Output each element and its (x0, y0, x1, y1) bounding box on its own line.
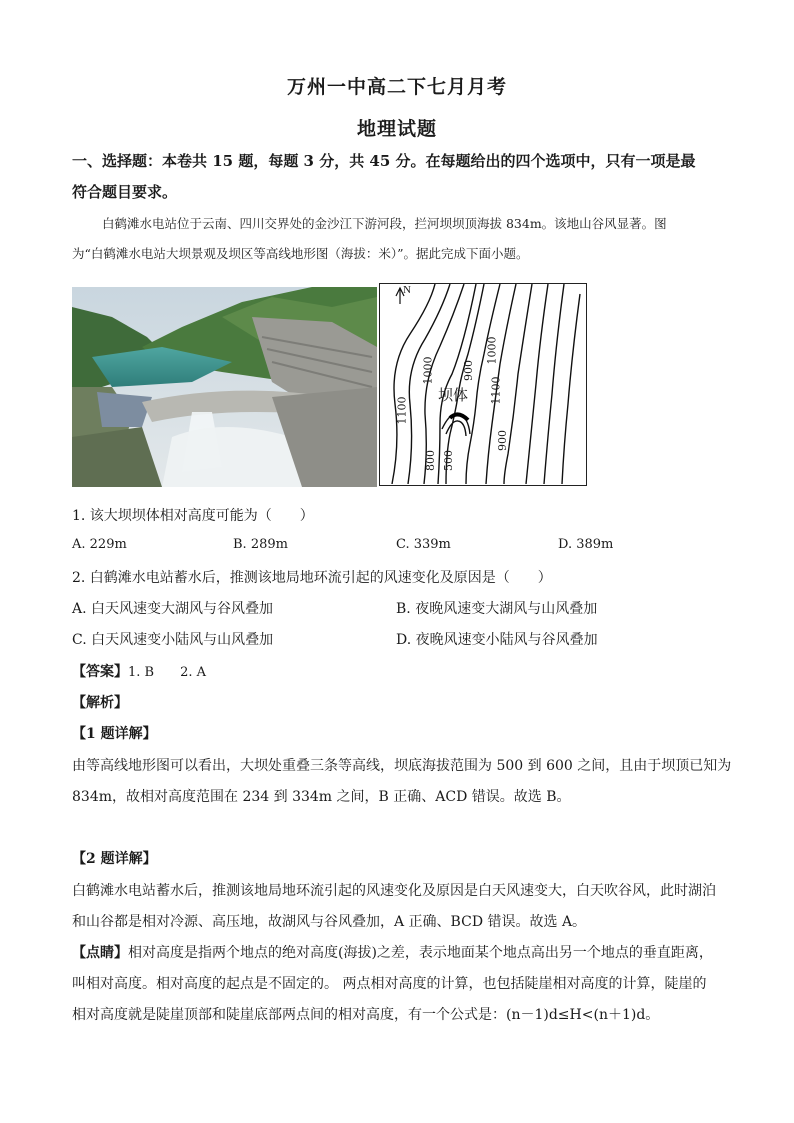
dam-label: 坝体 (438, 386, 469, 404)
contour-lines (380, 284, 585, 484)
q1-detail-line-2: 834m，故相对高度范围在 234 到 334m 之间，B 正确、ACD 错误。故选 B。 (72, 789, 571, 805)
q1-detail-label: 【1 题详解】 (72, 726, 157, 742)
tip-line-3: 相对高度就是陡崖顶部和陡崖底部两点间的相对高度，有一个公式是：(n－1)d≤H<(n＋1)d。 (72, 1007, 660, 1023)
contour-label: 1100 (395, 396, 409, 425)
question-1-option-b: B. 289m (233, 537, 288, 552)
question-2-option-d: D. 夜晚风速变小陆风与谷风叠加 (396, 632, 598, 648)
contour-label: 500 (442, 450, 455, 471)
question-2-option-c: C. 白天风速变小陆风与山风叠加 (72, 632, 274, 648)
north-label: N (403, 284, 411, 296)
q2-detail-line-1: 白鹤滩水电站蓄水后，推测该地局地环流引起的风速变化及原因是白天风速变大，白天吹谷风，此时湖泊 (72, 883, 716, 899)
question-1-option-c: C. 339m (396, 537, 451, 552)
question-2-option-b: B. 夜晚风速变大湖风与山风叠加 (396, 601, 598, 617)
contour-label: 900 (496, 430, 509, 451)
question-1-option-a: A. 229m (72, 537, 127, 552)
question-2-option-a: A. 白天风速变大湖风与谷风叠加 (72, 601, 274, 617)
contour-label: 1000 (485, 336, 499, 365)
q1-detail-line-1: 由等高线地形图可以看出，大坝处重叠三条等高线，坝底海拔范围为 500 到 600 之间，且由于坝顶已知为 (72, 758, 732, 774)
intro-line-1: 白鹤滩水电站位于云南、四川交界处的金沙江下游河段，拦河坝坝顶海拔 834m。该地山谷风显著。图 (102, 216, 667, 231)
contour-label: 900 (462, 360, 475, 381)
section-heading-1: 一、选择题：本卷共 15 题，每题 3 分，共 45 分。在每题给出的四个选项中，只有一项是最 (72, 152, 696, 170)
tip-label: 【点睛】 (72, 945, 128, 961)
question-2-stem: 2. 白鹤滩水电站蓄水后，推测该地局地环流引起的风速变化及原因是（ ） (72, 570, 552, 586)
answer-label: 【答案】 (72, 664, 128, 680)
exam-subtitle: 地理试题 (356, 118, 437, 140)
contour-label: 1100 (489, 376, 503, 405)
contour-map (379, 283, 587, 486)
tip-line-1: 相对高度是指两个地点的绝对高度(海拔)之差，表示地面某个地点高出另一个地点的垂直距离， (128, 945, 713, 961)
contour-label: 1000 (421, 356, 435, 385)
question-1-stem: 1. 该大坝坝体相对高度可能为（ ） (72, 508, 314, 524)
question-1-option-d: D. 389m (558, 537, 614, 552)
exam-title: 万州一中高二下七月月考 (286, 76, 507, 98)
contour-label: 800 (424, 450, 437, 471)
dam-photo-illustration (72, 287, 377, 487)
answer-values: 1. B 2. A (128, 665, 207, 680)
analysis-label: 【解析】 (72, 695, 128, 711)
dam-photo (72, 287, 377, 487)
q2-detail-label: 【2 题详解】 (72, 851, 157, 867)
intro-line-2: 为“白鹤滩水电站大坝景观及坝区等高线地形图（海拔：米）”。据此完成下面小题。 (72, 246, 529, 261)
tip-line-2: 叫相对高度。相对高度的起点是不固定的。 两点相对高度的计算，也包括陡崖相对高度的计算，陡崖的 (72, 976, 707, 992)
section-heading-2: 符合题目要求。 (72, 183, 178, 201)
q2-detail-line-2: 和山谷都是相对冷源、高压地，故湖风与谷风叠加，A 正确、BCD 错误。故选 A。 (72, 914, 587, 930)
